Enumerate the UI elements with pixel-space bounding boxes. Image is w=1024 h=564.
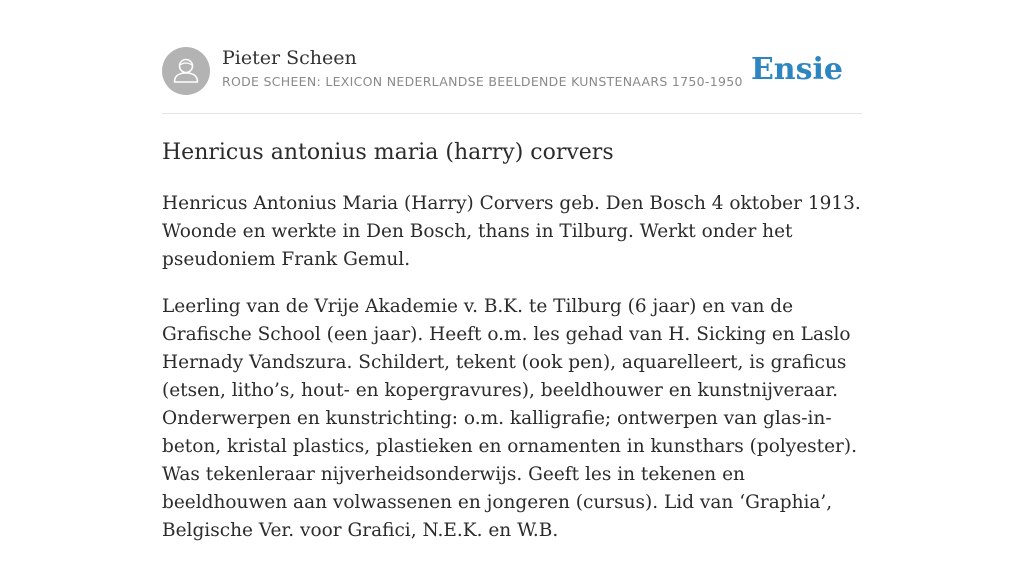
source-title[interactable]: RODE SCHEEN: LEXICON NEDERLANDSE BEELDENDE KUNSTENAARS 1750-1950	[222, 74, 743, 89]
author-avatar[interactable]	[162, 47, 210, 95]
page-container	[162, 0, 862, 541]
article-paragraph: Leerling van de Vrije Akademie v. B.K. te Tilburg (6 jaar) en van de Grafische School (een jaar). Heeft o.m. les gehad van H. Sicking en Laslo Hernady Vandszura. Schildert, tekent (ook pen), aquarelleert, is graficus (etsen, litho’s, hout- en kopergravures), beeldhouwer en kunstnijveraar. Onderwerpen en kunstrichting: o.m. kalligrafie; ontwerpen van glas-in-beton, kristal plastics, plastieken en ornamenten in kunsthars (polyester). Was tekenleraar nijverheidsonderwijs. Geeft les in tekenen en beeldhouwen aan volwassenen en jongeren (cursus). Lid van ‘Graphia’, Belgische Ver. voor Grafici, N.E.K. en W.B.	[162, 296, 857, 541]
header-divider	[162, 113, 862, 114]
user-avatar-icon	[162, 47, 210, 95]
ensie-logo[interactable]: Ensie	[750, 52, 843, 87]
article-body	[162, 190, 862, 564]
author-name[interactable]: Pieter Scheen	[222, 47, 357, 69]
article-header	[162, 46, 862, 96]
article-title: Henricus antonius maria (harry) corvers	[162, 140, 614, 165]
article-paragraph: Henricus Antonius Maria (Harry) Corvers geb. Den Bosch 4 oktober 1913. Woonde en werkte in Den Bosch, thans in Tilburg. Werkt onder het pseudoniem Frank Gemul.	[162, 193, 861, 270]
